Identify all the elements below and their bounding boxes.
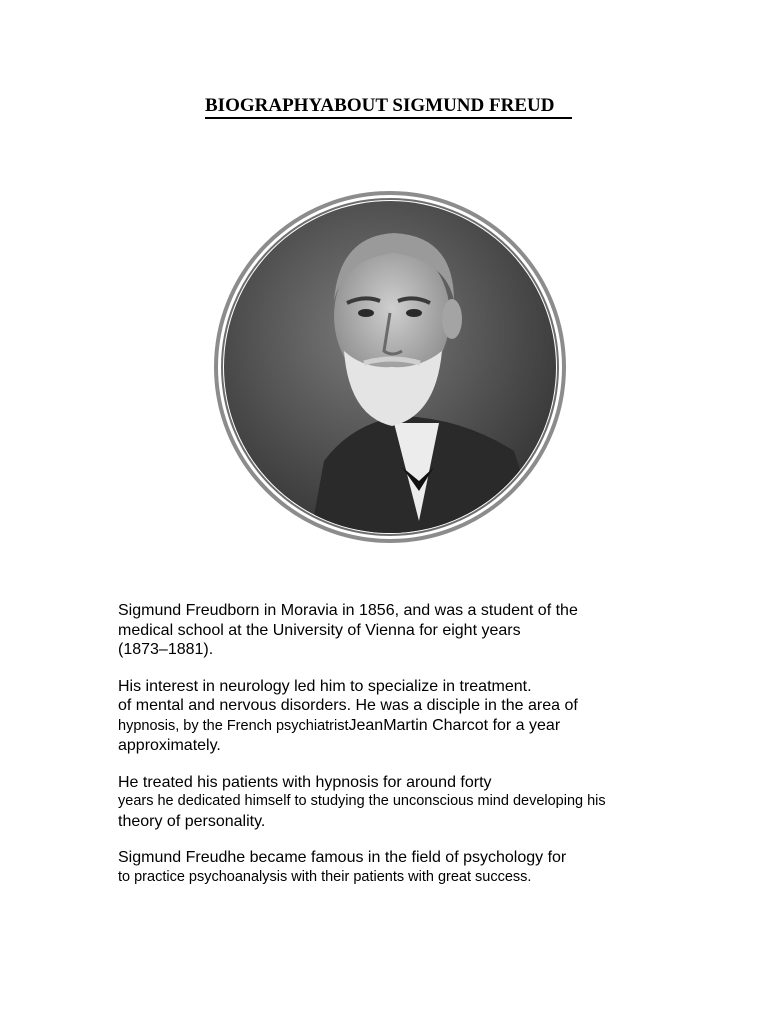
biography-body bbox=[118, 601, 678, 904]
paragraph-line: theory of personality. bbox=[118, 812, 266, 830]
paragraph-1 bbox=[118, 601, 678, 660]
paragraph-line: medical school at the University of Vienna for eight years bbox=[118, 621, 521, 639]
paragraph-line: His interest in neurology led him to specialize in treatment. bbox=[118, 677, 532, 695]
paragraph-line: Sigmund Freudhe became famous in the field of psychology for bbox=[118, 849, 567, 866]
title-underline bbox=[205, 117, 572, 119]
document-title: BIOGRAPHYABOUT SIGMUND FREUD bbox=[205, 95, 555, 116]
freud-portrait-image bbox=[214, 191, 566, 543]
portrait-frame bbox=[214, 191, 566, 543]
paragraph-line: (1873–1881). bbox=[118, 641, 214, 658]
paragraph-line: of mental and nervous disorders. He was a disciple in the area of bbox=[118, 697, 578, 714]
paragraph-line: years he dedicated himself to studying the unconscious mind developing his bbox=[118, 793, 606, 809]
paragraph-3 bbox=[118, 773, 678, 832]
mixed-small-text: hypnosis, by the French psychiatrist bbox=[118, 717, 349, 734]
paragraph-line: to practice psychoanalysis with their patients with great success. bbox=[118, 868, 532, 885]
paragraph-line-mixed bbox=[118, 716, 678, 737]
paragraph-2 bbox=[118, 677, 678, 756]
paragraph-4 bbox=[118, 848, 678, 887]
paragraph-line: approximately. bbox=[118, 737, 221, 754]
mixed-big-text: JeanMartin Charcot for a year bbox=[348, 716, 561, 734]
paragraph-line: He treated his patients with hypnosis for around forty bbox=[118, 773, 492, 791]
paragraph-line: Sigmund Freudborn in Moravia in 1856, and was a student of the bbox=[118, 602, 578, 619]
